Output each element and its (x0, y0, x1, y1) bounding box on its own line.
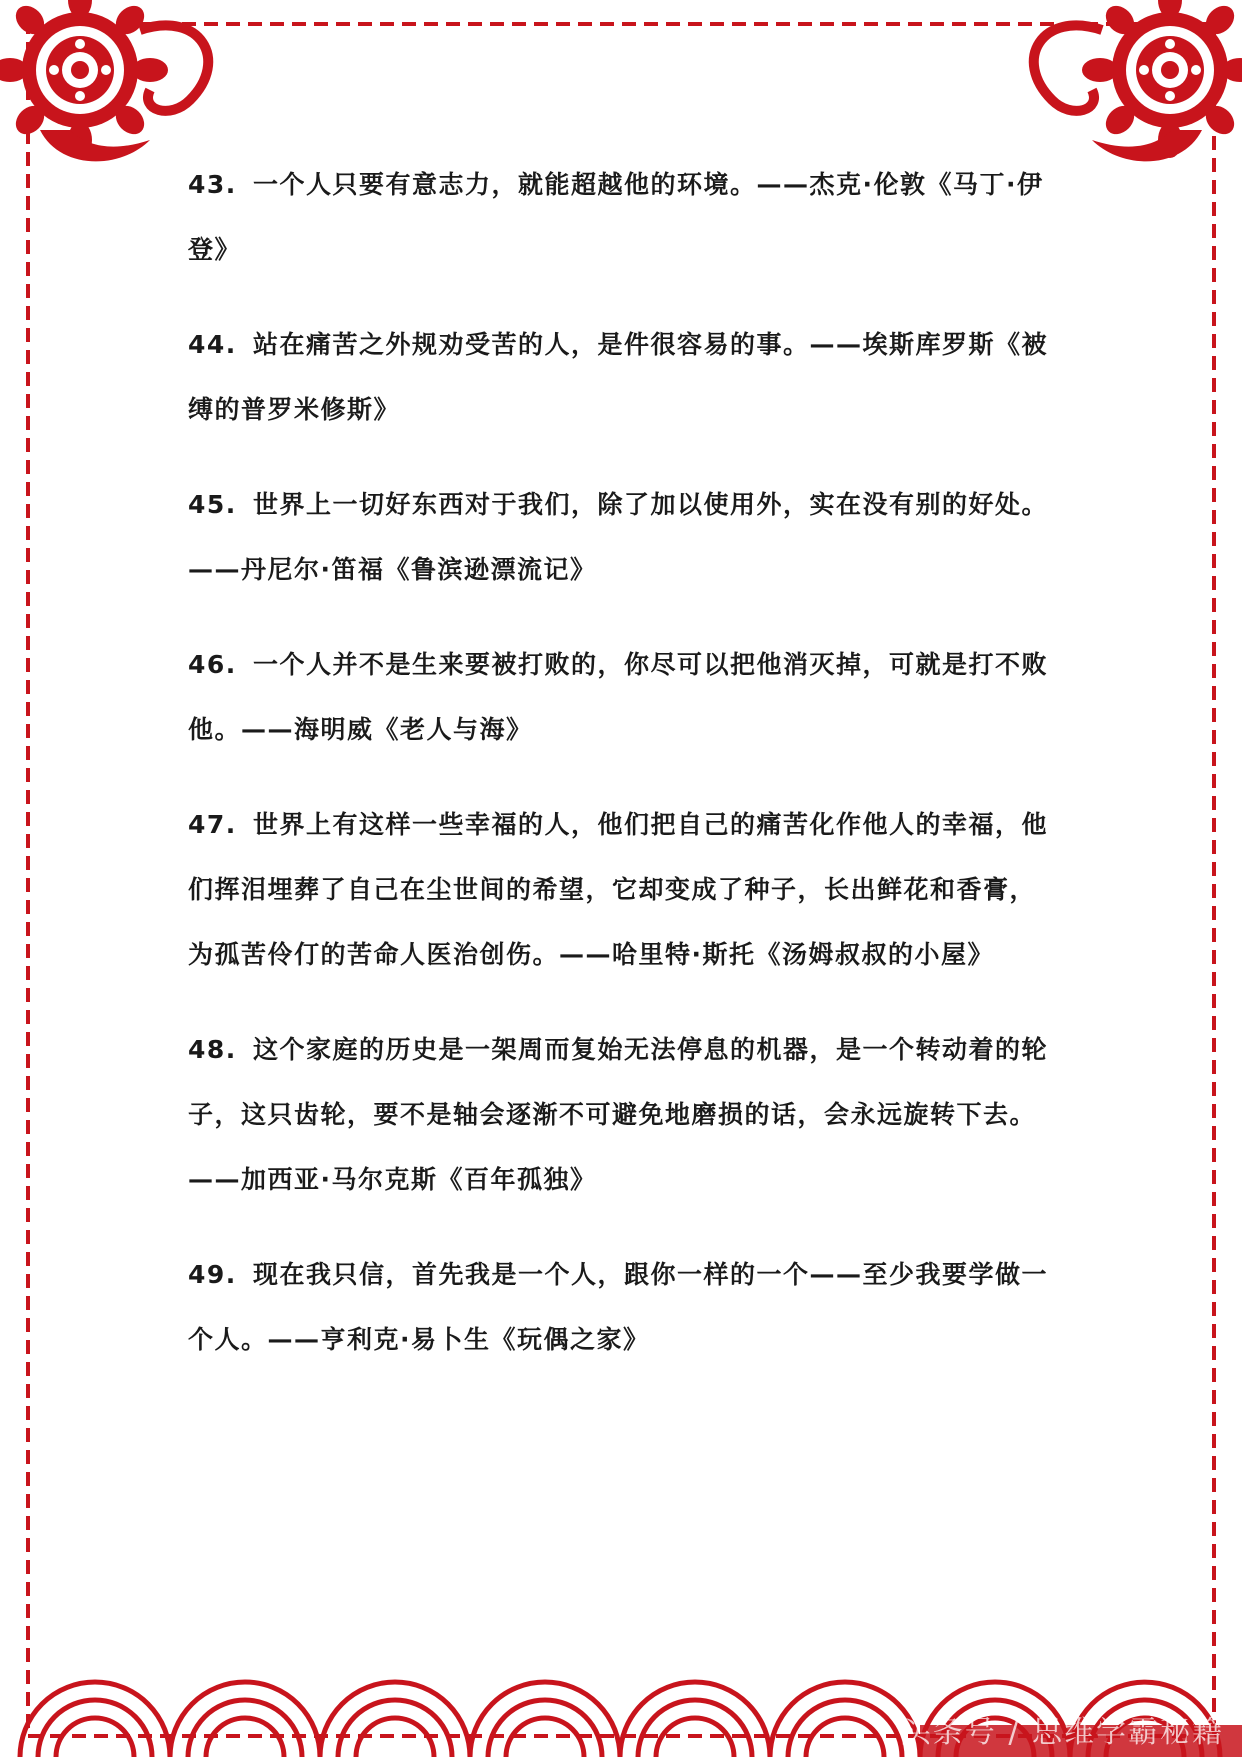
quote-entry (188, 1242, 1058, 1372)
quote-entry (188, 632, 1058, 762)
quote-number: 49. (188, 1260, 237, 1289)
watermark: 头条号 / 思维学霸秘籍 (900, 1715, 1224, 1750)
quote-number: 46. (188, 650, 237, 679)
quote-number: 45. (188, 490, 237, 519)
quote-list (188, 152, 1058, 1402)
quote-entry (188, 472, 1058, 602)
quote-text: 世界上有这样一些幸福的人，他们把自己的痛苦化作他人的幸福，他们挥泪埋葬了自己在尘世间的希望，它却变成了种子，长出鲜花和香膏，为孤苦伶仃的苦命人医治创伤。——哈里特·斯托《汤姆叔叔的小屋》 (188, 810, 1049, 969)
quote-text: 这个家庭的历史是一架周而复始无法停息的机器，是一个转动着的轮子，这只齿轮，要不是轴会逐渐不可避免地磨损的话，会永远旋转下去。——加西亚·马尔克斯《百年孤独》 (188, 1035, 1049, 1194)
quote-text: 一个人并不是生来要被打败的，你尽可以把他消灭掉，可就是打不败他。——海明威《老人与海》 (188, 650, 1049, 744)
quote-number: 47. (188, 810, 237, 839)
quote-text: 一个人只要有意志力，就能超越他的环境。——杰克·伦敦《马丁·伊登》 (188, 170, 1044, 264)
quote-entry (188, 312, 1058, 442)
quote-text: 站在痛苦之外规劝受苦的人，是件很容易的事。——埃斯库罗斯《被缚的普罗米修斯》 (188, 330, 1049, 424)
quote-entry (188, 152, 1058, 282)
quote-entry (188, 1017, 1058, 1212)
quote-number: 43. (188, 170, 237, 199)
leaf-ornament (40, 130, 150, 161)
quote-entry (188, 792, 1058, 987)
quote-text: 世界上一切好东西对于我们，除了加以使用外，实在没有别的好处。——丹尼尔·笛福《鲁滨逊漂流记》 (188, 490, 1049, 584)
quote-number: 48. (188, 1035, 237, 1064)
quote-number: 44. (188, 330, 237, 359)
leaf-ornament (1092, 130, 1202, 161)
quote-text: 现在我只信，首先我是一个人，跟你一样的一个——至少我要学做一个人。——亨利克·易卜生《玩偶之家》 (188, 1260, 1049, 1354)
